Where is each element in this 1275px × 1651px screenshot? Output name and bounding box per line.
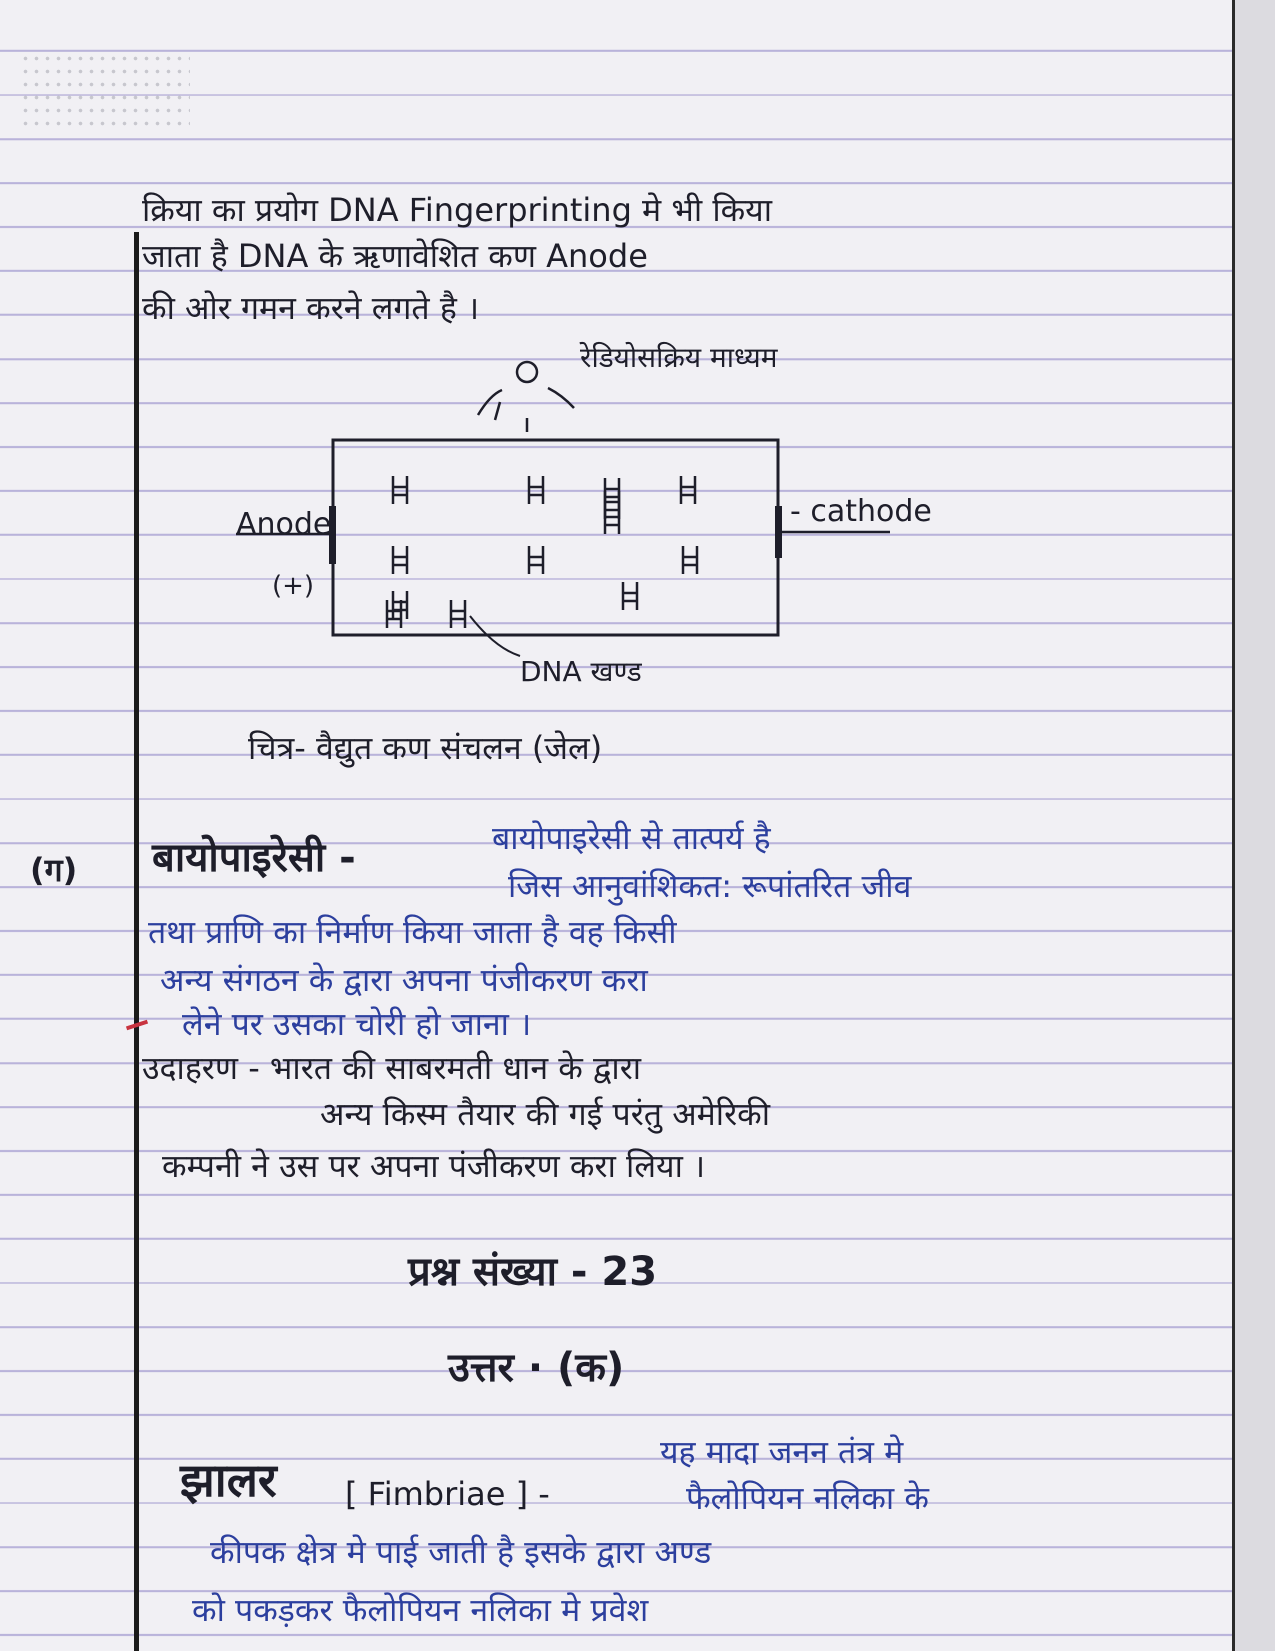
fimbriae-heading: झालर xyxy=(180,1453,277,1507)
text-line: अन्य संगठन के द्वारा अपना पंजीकरण करा xyxy=(160,961,648,999)
dna-band xyxy=(451,600,465,628)
text-line: तथा प्राणि का निर्माण किया जाता है वह किसी xyxy=(148,913,677,951)
anode-label: Anode xyxy=(236,507,332,542)
text-line: कम्पनी ने उस पर अपना पंजीकरण करा लिया । xyxy=(162,1147,706,1185)
text-line: की ओर गमन करने लगते है । xyxy=(142,289,480,327)
text-line: लेने पर उसका चोरी हो जाना । xyxy=(182,1005,532,1043)
text-line: को पकड़कर फैलोपियन नलिका मे प्रवेश xyxy=(192,1591,649,1629)
fimbriae-english: [ Fimbriae ] - xyxy=(345,1475,550,1513)
underlying-pages xyxy=(1236,0,1275,1651)
question-number: प्रश्न संख्या - 23 xyxy=(408,1249,658,1295)
text-line: क्रिया का प्रयोग DNA Fingerprinting मे भी किया xyxy=(142,191,773,229)
text-line: जाता है DNA के ऋणावेशित कण Anode xyxy=(142,237,648,275)
cathode-label: - cathode xyxy=(790,494,932,529)
dna-band xyxy=(393,546,407,574)
dna-fragment-label: DNA खण्ड xyxy=(520,655,642,688)
text-line: जिस आनुवांशिकत: रूपांतरित जीव xyxy=(508,867,912,905)
dna-band xyxy=(529,476,543,504)
section-marker: (ग) xyxy=(30,851,78,889)
dna-band xyxy=(681,476,695,504)
dna-band xyxy=(529,546,543,574)
text-line: कीपक क्षेत्र मे पाई जाती है इसके द्वारा अण्ड xyxy=(210,1533,712,1571)
text-line: यह मादा जनन तंत्र मे xyxy=(660,1433,904,1471)
text-line: बायोपाइरेसी से तात्पर्य है xyxy=(492,819,771,857)
dna-bands xyxy=(387,476,697,628)
page-edge xyxy=(1232,0,1235,1651)
text-line: फैलोपियन नलिका के xyxy=(686,1479,929,1517)
section-heading: बायोपाइरेसी - xyxy=(152,835,356,881)
text-line: उदाहरण - भारत की साबरमती धान के द्वारा xyxy=(142,1049,642,1087)
dna-band xyxy=(605,491,619,519)
diagram-caption: चित्र- वैद्युत कण संचलन (जेल) xyxy=(248,729,603,767)
text-line: अन्य किस्म तैयार की गई परंतु अमेरिकी xyxy=(320,1095,771,1133)
dna-band xyxy=(623,582,637,610)
dna-band xyxy=(683,546,697,574)
radioactive-source-icon xyxy=(478,362,574,432)
answer-label: उत्तर · (क) xyxy=(448,1345,625,1391)
anode-sign: (+) xyxy=(272,571,315,601)
dna-band xyxy=(393,476,407,504)
diagram-medium-label: रेडियोसक्रिय माध्यम xyxy=(580,341,778,374)
